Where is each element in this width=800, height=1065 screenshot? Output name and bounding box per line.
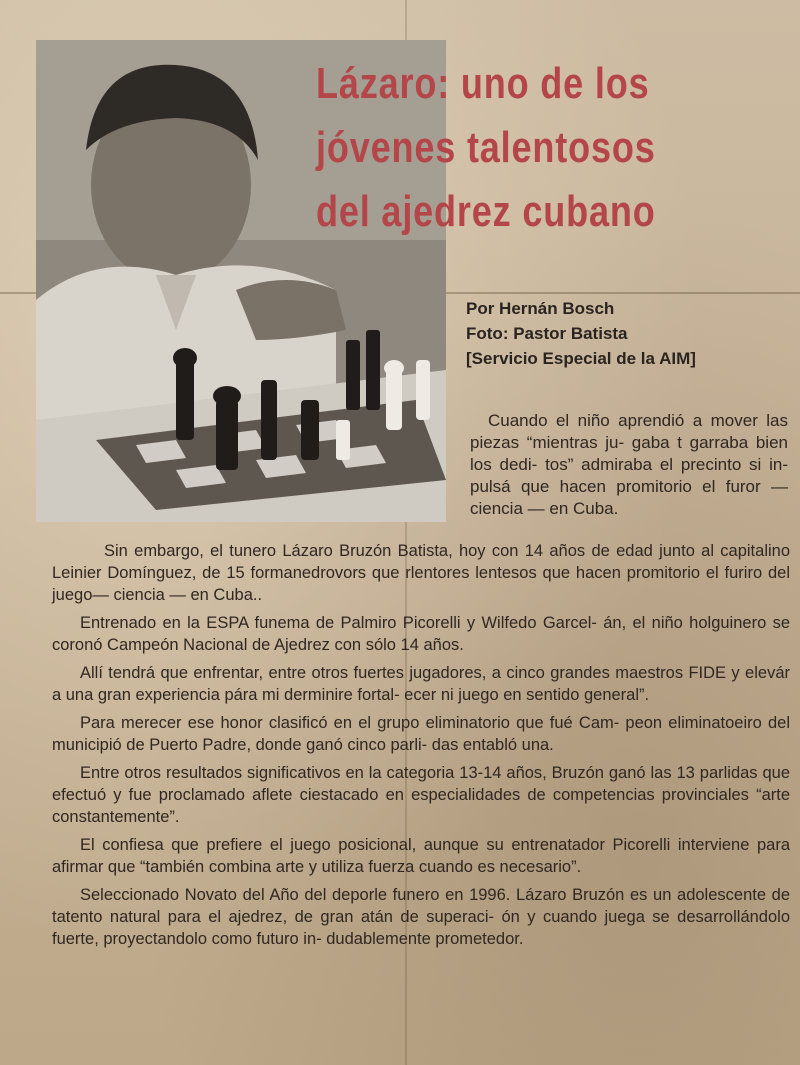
author-credit: Por Hernán Bosch: [466, 299, 615, 318]
photo-credit: Foto: Pastor Batista: [466, 324, 628, 343]
service-credit: [Servicio Especial de la AIM]: [466, 349, 696, 368]
body-paragraph-2: Entrenado en la ESPA funema de Palmiro Picorelli y Wilfedo Garcel- án, el niño holguinero se coronó Campeón Nacional de Ajedrez con sólo 14 años.: [52, 614, 790, 654]
headline-line-1: Lázaro: uno de los: [316, 59, 650, 108]
intro-paragraph: Cuando el niño aprendió a mover las piezas “mientras ju- gaba t garraba bien los dedi- tos” admiraba el precinto si in- pulsá que hacen promitorio el furor — ciencia — en Cuba.: [470, 411, 788, 518]
body-paragraph-5: Entre otros resultados significativos en la categoria 13-14 años, Bruzón ganó las 13 parlidas que efectuó y fue proclamado aflete ciestacado en especialidades de competencias provinciales “arte constantemente”.: [52, 764, 790, 826]
body-paragraph-4: Para merecer ese honor clasificó en el grupo eliminatorio que fué Cam- peon eliminatoeiro del municipió de Puerto Padre, donde ganó cinco parli- das entabló una.: [52, 714, 790, 754]
body-paragraph-6: El confiesa que prefiere el juego posicional, aunque su entrenatador Picorelli interviene para afirmar que “también combina arte y utiliza fuerza cuando es necesario”.: [52, 836, 790, 876]
headline-line-3: del ajedrez cubano: [316, 187, 656, 236]
article-credits: [466, 296, 796, 371]
headline-line-2: jóvenes talentosos: [316, 123, 656, 172]
body-paragraph-1: Sin embargo, el tunero Lázaro Bruzón Batista, hoy con 14 años de edad junto al capitalino Leinier Domínguez, de 15 formanedrovors que rlentores lentesos que hacen promitorio el furiro del juego— ciencia — en Cuba..: [52, 542, 790, 604]
article-headline: [316, 52, 701, 244]
article-body: [52, 540, 790, 956]
body-paragraph-3: Allí tendrá que enfrentar, entre otros fuertes jugadores, a cinco grandes maestros FIDE y elevár a una gran experiencia pára mi derminire fortal- ecer ni juego en sentido general”.: [52, 664, 790, 704]
body-paragraph-7: Seleccionado Novato del Año del deporle funero en 1996. Lázaro Bruzón es un adolescente de tatento natural para el ajedrez, de gran atán de superaci- ón y cuando juega se desarrollándolo fuerte, proyectandolo como futuro in- dudablemente prometedor.: [52, 886, 790, 948]
